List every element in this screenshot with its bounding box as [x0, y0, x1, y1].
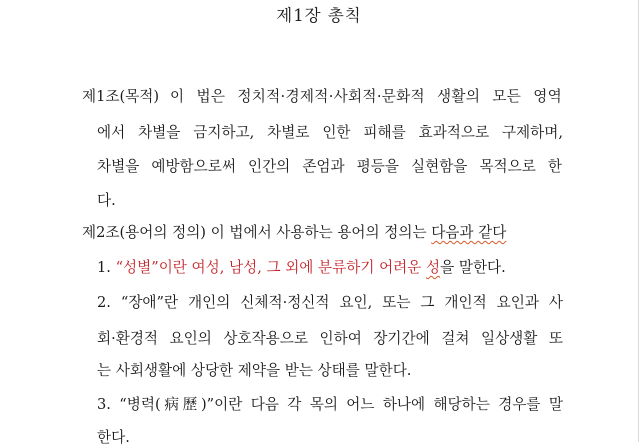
spellcheck-underlined-phrase: 다음과 같다	[431, 224, 507, 241]
article1-line2: 에서 차별을 금지하고, 차별로 인한 피해를 효과적으로 구제하며,	[97, 124, 563, 141]
article2-text: 이 법에서 사용하는 용어의 정의는	[210, 224, 432, 241]
article1-line4: 다.	[97, 192, 116, 209]
item1-ending: 을 말한다.	[440, 259, 506, 276]
item1-number: 1.	[97, 259, 111, 276]
chapter-title: 제1장 총칙	[276, 6, 362, 25]
definition-item-3-line1: 3. “병력(病歷)”이란 다음 각 목의 어느 하나에 해당하는 경우를 말	[97, 396, 563, 413]
definition-item-2-line3: 는 사회생활에 상당한 제약을 받는 상태를 말한다.	[97, 362, 412, 379]
definition-item-2-line2: 회·환경적 요인의 상호작용으로 인하여 장기간에 걸쳐 일상생활 또	[97, 330, 563, 347]
article2-line	[82, 223, 506, 243]
item1-underlined-word: 성	[426, 259, 441, 276]
definition-item-1	[97, 258, 506, 278]
definition-item-3-line2: 한다.	[97, 429, 130, 446]
article1-line1: 이 법은 정치적·경제적·사회적·문화적 생활의 모든 영역	[170, 88, 562, 105]
article1-head: 제1조(목적)	[82, 88, 160, 105]
item1-highlighted-text: “성별”이란 여성, 남성, 그 외에 분류하기 어려운	[115, 259, 427, 276]
article2-head: 제2조(용어의 정의)	[82, 224, 206, 241]
article1-line3: 차별을 예방함으로써 인간의 존엄과 평등을 실현함을 목적으로 한	[97, 158, 562, 175]
definition-item-2-line1: 2. “장애”란 개인의 신체적·정신적 요인, 또는 그 개인적 요인과 사	[97, 294, 563, 311]
